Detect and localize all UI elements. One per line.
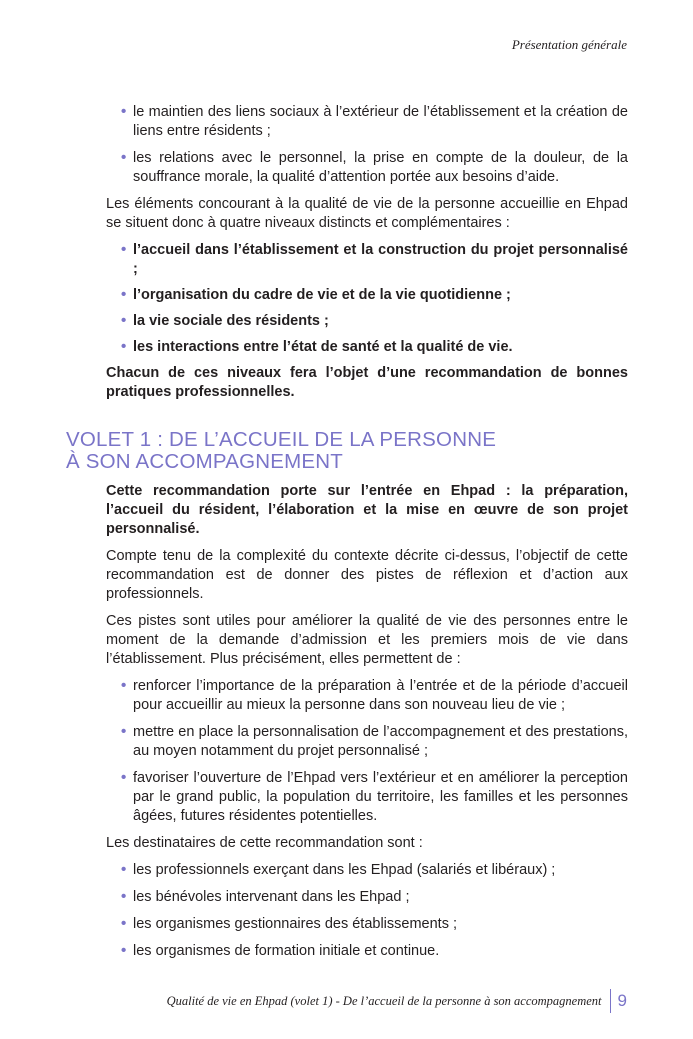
section-title-line2: À SON ACCOMPAGNEMENT bbox=[66, 450, 343, 473]
aims-list bbox=[106, 677, 628, 826]
footer-title: Qualité de vie en Ehpad (volet 1) - De l’accueil de la personne à son accompagnement bbox=[166, 993, 602, 1008]
bullet-icon: • bbox=[121, 312, 127, 329]
list-item: • les professionnels exerçant dans les Ehpad (salariés et libéraux) ; bbox=[121, 861, 556, 878]
list-item: • la vie sociale des résidents ; bbox=[121, 312, 329, 329]
list-item: • le maintien des liens sociaux à l’extérieur de l’établissement et la création de liens entre résidents ; bbox=[121, 103, 628, 139]
bullet-icon: • bbox=[121, 103, 127, 120]
bullet-icon: • bbox=[121, 149, 127, 166]
section-title bbox=[66, 429, 626, 473]
list-item: • les organismes de formation initiale et continue. bbox=[121, 942, 440, 959]
list-item: • mettre en place la personnalisation de l’accompagnement et des prestations, au moyen notamment du projet personnalisé ; bbox=[121, 723, 628, 759]
list-item: • favoriser l’ouverture de l’Ehpad vers l’extérieur et en améliorer la perception par le grand public, la population du territoire, les familles et les personnes âgées, futures résidentes potentielles. bbox=[121, 769, 628, 824]
intro-block bbox=[106, 103, 628, 410]
levels-intro: Les éléments concourant à la qualité de vie de la personne accueillie en Ehpad se situent donc à quatre niveaux distincts et complémentaires : bbox=[106, 196, 628, 231]
list-item: • les organismes gestionnaires des établissements ; bbox=[121, 915, 457, 932]
bullet-icon: • bbox=[121, 888, 127, 905]
list-item: • les relations avec le personnel, la prise en compte de la douleur, de la souffrance morale, la qualité d’attention portée aux besoins d’aide. bbox=[121, 149, 628, 185]
bullet-icon: • bbox=[121, 861, 127, 878]
footer-divider bbox=[610, 989, 611, 1013]
section-paragraph-objective: Compte tenu de la complexité du contexte décrite ci-dessus, l’objectif de cette recommandation est de donner des pistes de réflexion et d’action aux professionnels. bbox=[106, 548, 628, 602]
bullet-icon: • bbox=[121, 769, 127, 786]
bullet-icon: • bbox=[121, 723, 127, 740]
section-body bbox=[106, 482, 628, 969]
intro-bullet-list bbox=[106, 103, 628, 187]
levels-conclusion: Chacun de ces niveaux fera l’objet d’une recommandation de bonnes pratiques professionnelles. bbox=[106, 365, 628, 400]
section-title-line1: VOLET 1 : DE L’ACCUEIL DE LA PERSONNE bbox=[66, 428, 497, 451]
list-item: • les bénévoles intervenant dans les Ehpad ; bbox=[121, 888, 410, 905]
levels-list bbox=[106, 241, 628, 357]
page-number: 9 bbox=[617, 991, 627, 1010]
bullet-icon: • bbox=[121, 915, 127, 932]
list-item: • l’organisation du cadre de vie et de la vie quotidienne ; bbox=[121, 286, 511, 303]
audience-intro: Les destinataires de cette recommandation sont : bbox=[106, 835, 423, 851]
section-paragraph-aims-intro: Ces pistes sont utiles pour améliorer la qualité de vie des personnes entre le moment de la demande d’admission et les premiers mois de vie dans l’établissement. Plus précisément, elles permettent de : bbox=[106, 613, 628, 667]
bullet-icon: • bbox=[121, 241, 127, 258]
bullet-icon: • bbox=[121, 338, 127, 355]
audience-list bbox=[106, 861, 628, 961]
running-header: Présentation générale bbox=[511, 37, 627, 52]
bullet-icon: • bbox=[121, 677, 127, 694]
list-item: • les interactions entre l’état de santé et la qualité de vie. bbox=[121, 338, 513, 355]
list-item: • renforcer l’importance de la préparation à l’entrée et de la période d’accueil pour accueillir au mieux la personne dans son nouveau lieu de vie ; bbox=[121, 677, 628, 713]
list-item: • l’accueil dans l’établissement et la construction du projet personnalisé ; bbox=[121, 241, 628, 277]
section-lead: Cette recommandation porte sur l’entrée en Ehpad : la préparation, l’accueil du résident, l’élaboration et la mise en œuvre de son projet personnalisé. bbox=[106, 483, 628, 537]
bullet-icon: • bbox=[121, 286, 127, 303]
page-footer bbox=[167, 989, 627, 1013]
bullet-icon: • bbox=[121, 942, 127, 959]
